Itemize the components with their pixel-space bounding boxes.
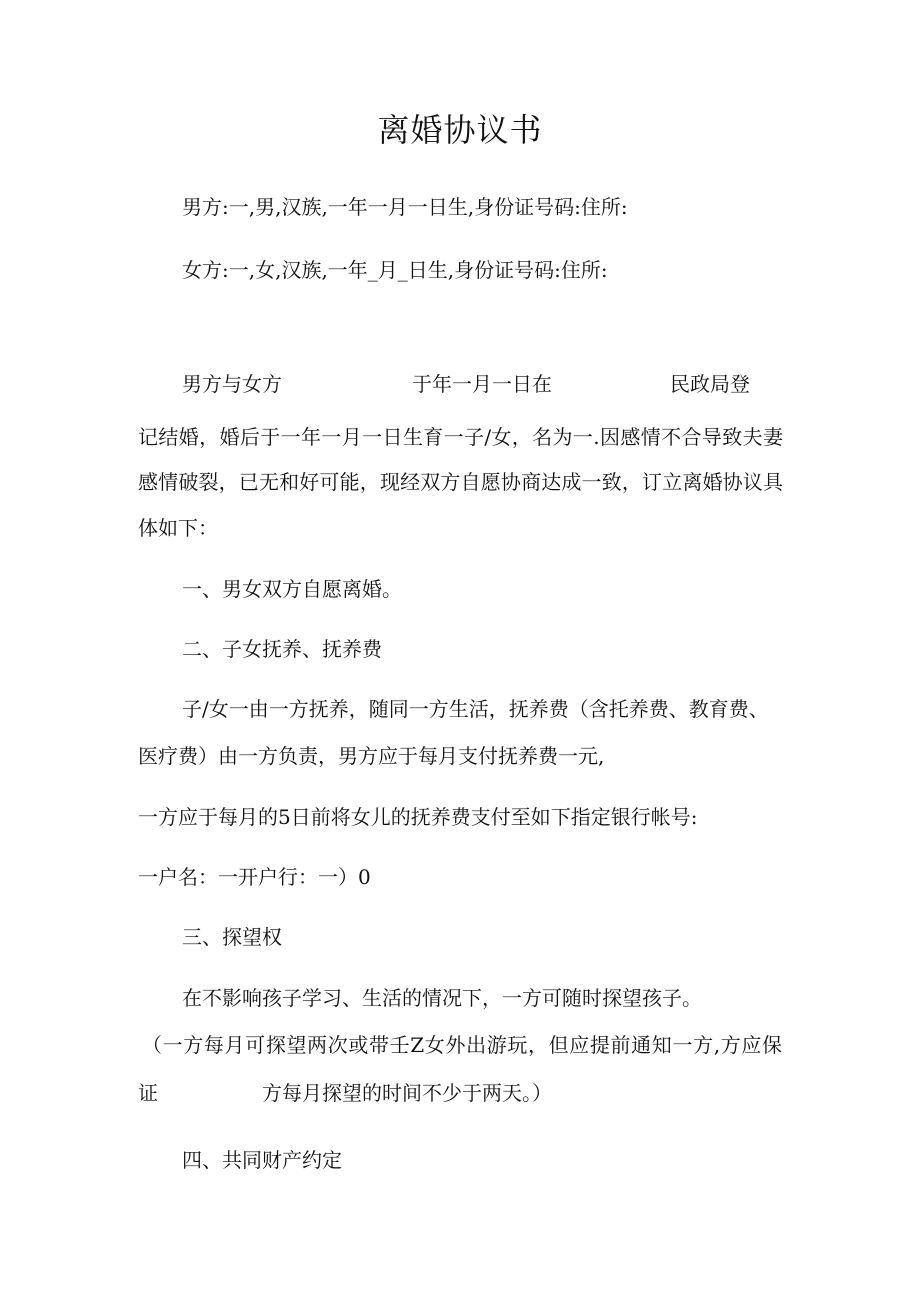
section4-heading: 四、共同财产约定 bbox=[182, 1148, 342, 1172]
section3-line3-b: 方每月探望的时间不少于两天。） bbox=[262, 1081, 552, 1105]
intro-line1-b: 于年一月一日在 bbox=[412, 372, 552, 396]
section2-line1: 子/女一由一方抚养，随同一方生活，抚养费（含托养费、教育费、 bbox=[182, 697, 769, 721]
document-title: 离婚协议书 bbox=[377, 111, 543, 149]
intro-line4: 体如下： bbox=[138, 516, 218, 540]
section3-heading: 三、探望权 bbox=[182, 925, 282, 949]
section2-line3: 一方应于每月的5日前将女儿的抚养费支付至如下指定银行帐号: bbox=[138, 805, 698, 829]
intro-line1-a: 男方与女方 bbox=[182, 372, 282, 396]
section3-line1: 在不影响孩子学习、生活的情况下，一方可随时探望孩子。 bbox=[182, 986, 702, 1010]
intro-line3: 感情破裂，已无和好可能，现经双方自愿协商达成一致，订立离婚协议具 bbox=[138, 470, 783, 494]
section2-heading: 二、子女抚养、抚养费 bbox=[182, 637, 382, 661]
section3-line3-a: 证 bbox=[138, 1081, 158, 1105]
section2-line4: 一户名：一开户行：一）0 bbox=[138, 865, 371, 889]
section1-heading: 一、男女双方自愿离婚。 bbox=[182, 577, 402, 601]
section3-line2: （一方每月可探望两次或带壬Z女外出游玩，但应提前通知一方,方应保 bbox=[142, 1033, 782, 1057]
male-party-info: 男方:一,男,汉族,一年一月一日生,身份证号码:住所: bbox=[182, 195, 628, 219]
section2-line2: 医疗费）由一方负责，男方应于每月支付抚养费一元, bbox=[138, 744, 605, 768]
intro-line2: 记结婚，婚后于一年一月一日生育一子/女，名为一.因感情不合导致夫妻 bbox=[138, 425, 783, 449]
female-party-info: 女方:一,女,汉族,一年_月_日生,身份证号码:住所: bbox=[182, 258, 608, 282]
intro-line1-c: 民政局登 bbox=[670, 372, 750, 396]
